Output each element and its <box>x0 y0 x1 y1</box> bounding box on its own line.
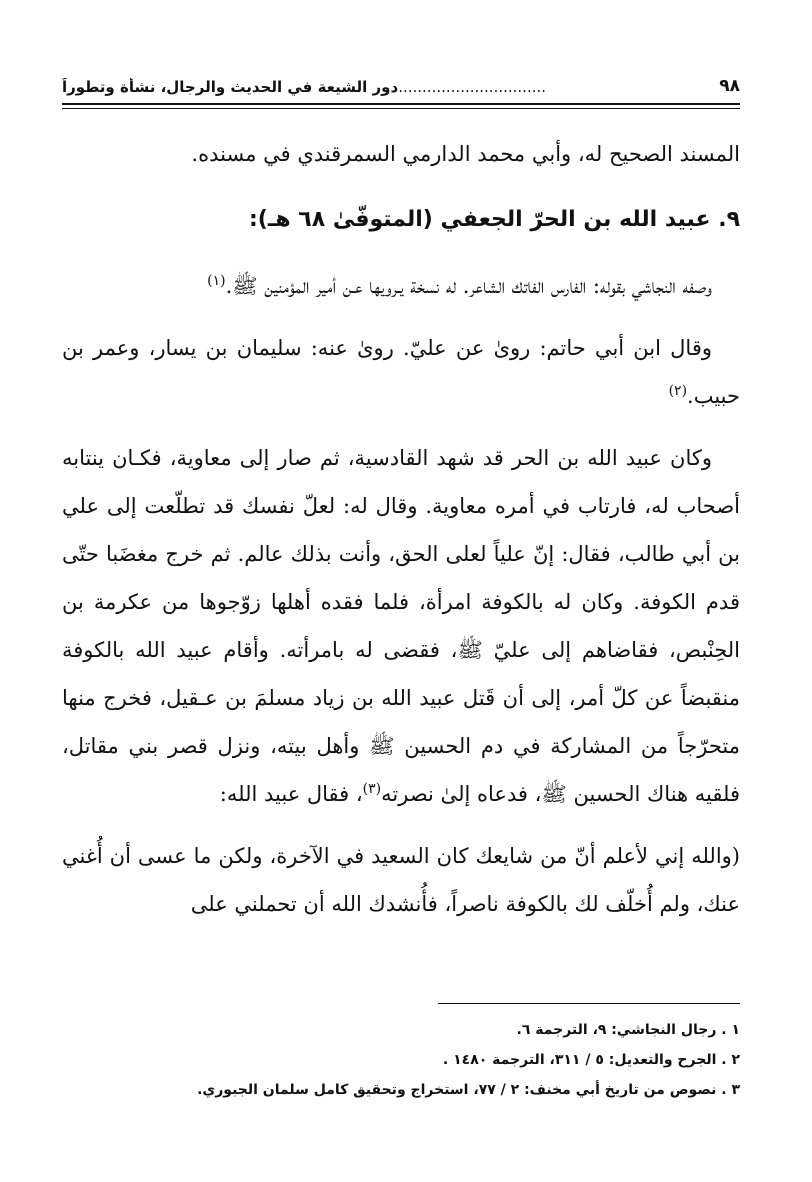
footnote-2: ٢ . الجرح والتعديل: ٥ / ٣١١، الترجمة ١٤٨٠ . <box>442 1052 740 1068</box>
footnote-ref-3: (٣) <box>362 781 382 797</box>
header-rule-thin <box>62 108 740 109</box>
paragraph-2 <box>62 324 740 420</box>
paragraph-intro: المسند الصحيح له، وأبي محمد الدارمي السمرقندي في مسنده. <box>191 142 740 166</box>
paragraph-4-quote: (والله إني لأعلم أنّ من شايعك كان السعيد في الآخرة، ولكن ما عسى أن أُغني عنك، ولم أُخلّف لك بالكوفة ناصراً، فأُنشدك الله أن تحملني على <box>62 844 740 916</box>
footnote-ref-1: (١) <box>207 273 226 289</box>
section-heading: ٩. عبيد الله بن الحرّ الجعفي (المتوفّىٰ ٦٨ هـ): <box>249 207 740 232</box>
paragraph-1-text: وصفه النجاشي بقوله: الفارس الفاتك الشاعر. له نسخة يـرويها عـن أمير المؤمنين ﷺ. <box>225 274 712 298</box>
main-text <box>62 130 740 928</box>
paragraph-1 <box>62 262 740 310</box>
header-leader-dots: ............................... <box>398 78 547 96</box>
paragraph-3 <box>62 434 740 818</box>
running-title-text: دور الشيعة في الحديث والرجال، نشأة وتطوراً <box>62 78 399 96</box>
paragraph-2-text: وقال ابن أبي حاتم: روىٰ عن عليّ. روىٰ عنه: سليمان بن يسار، وعمر بن حبيب. <box>62 336 740 408</box>
footnote-3: ٣ . نصوص من تاريخ أبي مخنف: ٢ / ٧٧، استخراج وتحقيق كامل سلمان الجبوري. <box>197 1082 740 1098</box>
footnote-1: ١ . رجال النجاشي: ٩، الترجمة ٦. <box>516 1022 740 1038</box>
page-number: ٩٨ <box>719 76 740 96</box>
running-header <box>62 62 740 96</box>
paragraph-3-text: وكان عبيد الله بن الحر قد شهد القادسية، ثم صار إلى معاوية، فكـان ينتابه أصحاب له، فارتاب في أمره معاوية. وقال له: لعلّ نفسك قد تطلّعت إلى علي بن أبي طالب، فقال: إنّ علياً لعلى الحق، وأنت بذلك عالم. ثم خرج مغضَبا حتّى قدم الكوفة. وكان له بالكوفة امرأة، فلما فقده أهلها زوّجوها من عكرمة بن الحِنْبص، فقاضاهم إلى عليّ ﷺ، فقضى له بامرأته. وأقام عبيد الله بالكوفة منقبضاً عن كلّ أمر، إلى أن قَتل عبيد الله بن زياد مسلمَ بن عـقيل، فخرج منها متحرّجاً من المشاركة في دم الحسين ﷺ وأهل بيته، ونزل قصر بني مقاتل، فلقيه هناك الحسين ﷺ، فدعاه إلىٰ نصرته <box>62 446 740 806</box>
footnotes <box>62 1015 740 1105</box>
footnote-ref-2: (٢) <box>668 383 688 399</box>
header-rule <box>62 103 740 105</box>
running-title <box>62 78 719 96</box>
paragraph-3-end: ، فقال عبيد الله: <box>219 782 363 806</box>
footnote-separator <box>438 1003 740 1004</box>
